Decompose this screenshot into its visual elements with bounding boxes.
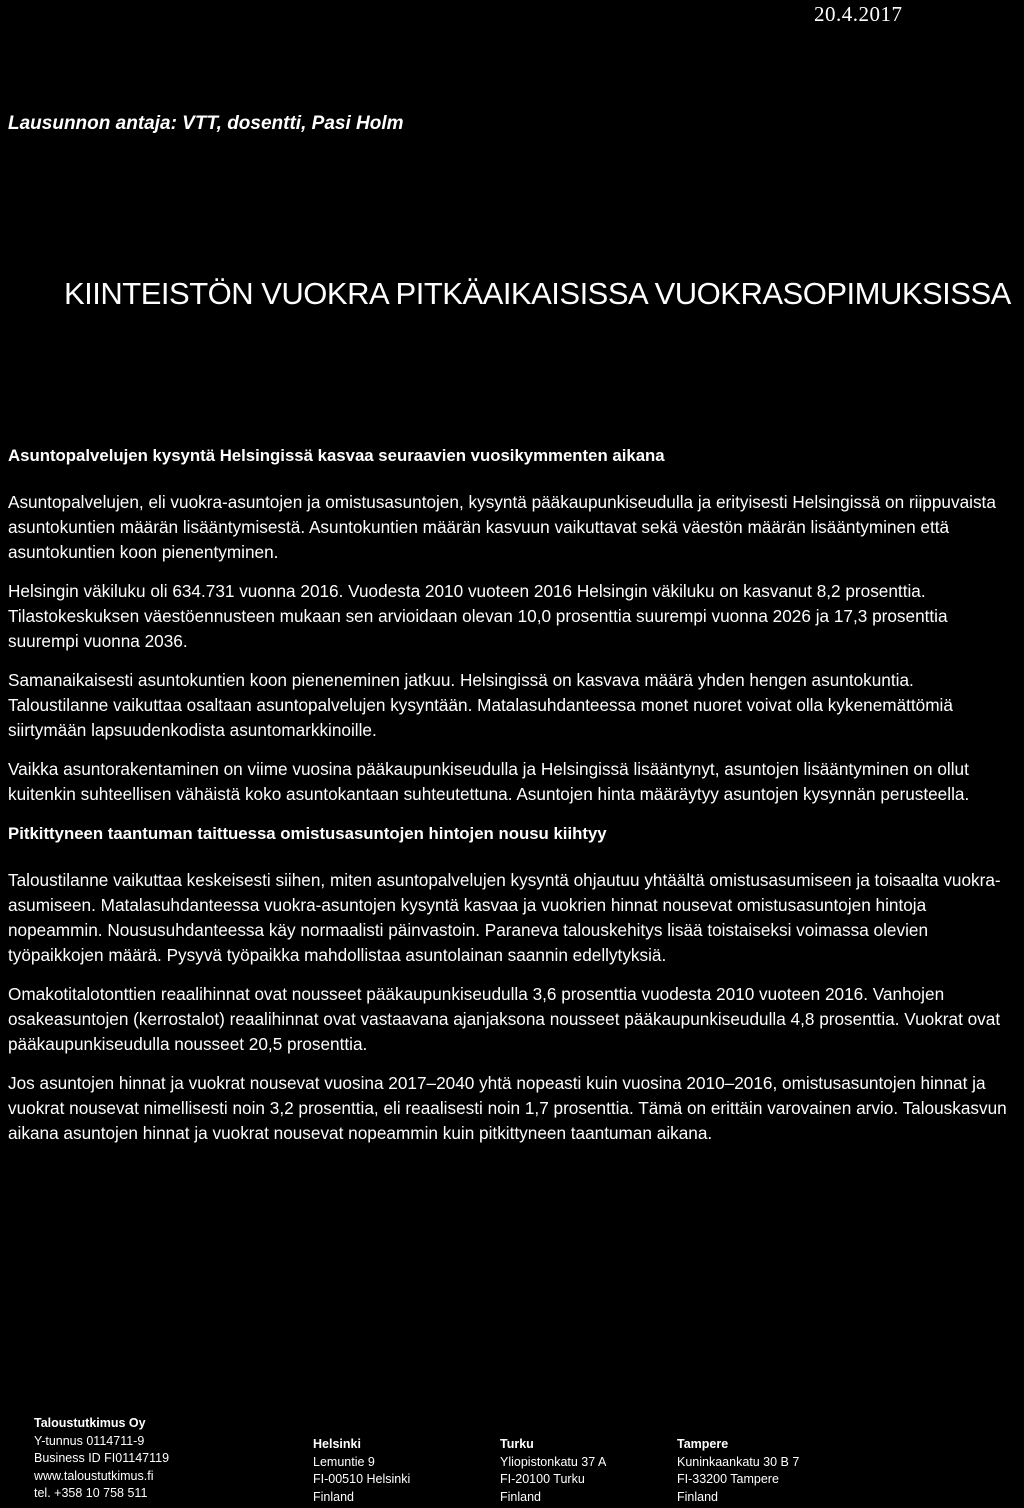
office-country: Finland	[500, 1489, 541, 1504]
paragraph: Samanaikaisesti asuntokuntien koon pieneneminen jatkuu. Helsingissä on kasvava määrä yhden hengen asuntokuntia. Taloustilanne vaikuttaa osaltaan asuntopalvelujen kysyntään. Matalasuhdanteessa monet nuoret voivat olla kykenemättömiä siirtymään lapsuudenkodista asuntomarkkinoille.	[8, 670, 953, 740]
section-heading-demand: Asuntopalvelujen kysyntä Helsingissä kasvaa seuraavien vuosikymmenten aikana	[8, 446, 665, 465]
office-country: Finland	[677, 1489, 718, 1504]
office-city: Helsinki	[313, 1437, 361, 1451]
paragraph: Helsingin väkiluku oli 634.731 vuonna 2016. Vuodesta 2010 vuoteen 2016 Helsingin väkiluku on kasvanut 8,2 prosenttia. Tilastokeskuksen väestöennusteen mukaan sen arvioidaan olevan 10,0 prosenttia suurempi vuonna 2026 ja 17,3 prosenttia suurempi vuonna 2036.	[8, 581, 948, 651]
company-website: www.taloustutkimus.fi	[34, 1468, 154, 1483]
footer-office-helsinki	[313, 1436, 410, 1506]
document-body	[8, 443, 1018, 1160]
office-street: Kuninkaankatu 30 B 7	[677, 1454, 800, 1469]
footer-office-tampere	[677, 1436, 799, 1506]
office-country: Finland	[313, 1489, 354, 1504]
office-postal: FI-00510 Helsinki	[313, 1472, 411, 1486]
office-street: Lemuntie 9	[313, 1454, 375, 1469]
document-title: KIINTEISTÖN VUOKRA PITKÄAIKAISISSA VUOKRASOPIMUKSISSA	[64, 276, 1011, 311]
paragraph: Omakotitalotonttien reaalihinnat ovat nousseet pääkaupunkiseudulla 3,6 prosenttia vuodesta 2010 vuoteen 2016. Vanhojen osakeasuntojen (kerrostalot) reaalihinnat ovat vastaavana ajanjaksona nousseet pääkaupunkiseudulla 4,8 prosenttia. Vuokrat ovat pääkaupunkiseudulla nousseet 20,5 prosenttia.	[8, 984, 1001, 1054]
office-postal: FI-20100 Turku	[500, 1472, 585, 1486]
office-city: Tampere	[677, 1437, 729, 1451]
company-phone: tel. +358 10 758 511	[34, 1486, 148, 1500]
office-street: Yliopistonkatu 37 A	[500, 1454, 607, 1469]
business-id: Business ID FI01147119	[34, 1451, 170, 1465]
office-postal: FI-33200 Tampere	[677, 1472, 779, 1486]
paragraph: Asuntopalvelujen, eli vuokra-asuntojen ja omistusasuntojen, kysyntä pääkaupunkiseudulla ja erityisesti Helsingissä on riippuvaista asuntokuntien määrän lisääntymisestä. Asuntokuntien määrän kasvuun vaikuttavat sekä väestön määrän lisääntyminen että asuntokuntien koon pienentyminen.	[8, 492, 996, 562]
office-city: Turku	[500, 1437, 534, 1451]
document-date: 20.4.2017	[814, 2, 903, 26]
company-id: Y-tunnus 0114711-9	[34, 1433, 145, 1448]
paragraph: Jos asuntojen hinnat ja vuokrat nousevat vuosina 2017–2040 yhtä nopeasti kuin vuosina 2010–2016, omistusasuntojen hinnat ja vuokrat nousevat nimellisesti noin 3,2 prosenttia, eli reaalisesti noin 1,7 prosenttia. Tämä on erittäin varovainen arvio. Talouskasvun aikana asuntojen hinnat ja vuokrat nousevat nopeammin kuin pitkittyneen taantuman aikana.	[8, 1073, 1007, 1143]
paragraph: Vaikka asuntorakentaminen on viime vuosina pääkaupunkiseudulla ja Helsingissä lisääntynyt, asuntojen lisääntyminen on ollut kuitenkin suhteellisen vähäistä koko asuntokantaan suhteutettuna. Asuntojen hinta määräytyy asuntojen kysynnän perusteella.	[8, 759, 970, 804]
footer-company	[34, 1415, 169, 1503]
company-name: Taloustutkimus Oy	[34, 1416, 146, 1430]
footer-office-turku	[500, 1436, 606, 1506]
statement-issuer: Lausunnon antaja: VTT, dosentti, Pasi Holm	[8, 113, 404, 134]
section-heading-prices: Pitkittyneen taantuman taittuessa omistusasuntojen hintojen nousu kiihtyy	[8, 824, 607, 843]
paragraph: Taloustilanne vaikuttaa keskeisesti siihen, miten asuntopalvelujen kysyntä ohjautuu yhtäältä omistusasumiseen ja toisaalta vuokra-asumiseen. Matalasuhdanteessa vuokra-asuntojen kysyntä kasvaa ja vuokrien hinnat nousevat omistusasuntojen hintoja nopeammin. Noususuhdanteessa käy normaalisti päinvastoin. Paraneva talouskehitys lisää toistaiseksi voimassa olevien työpaikkojen määrä. Pysyvä työpaikka mahdollistaa asuntolainan saannin edellytyksiä.	[8, 870, 1001, 965]
